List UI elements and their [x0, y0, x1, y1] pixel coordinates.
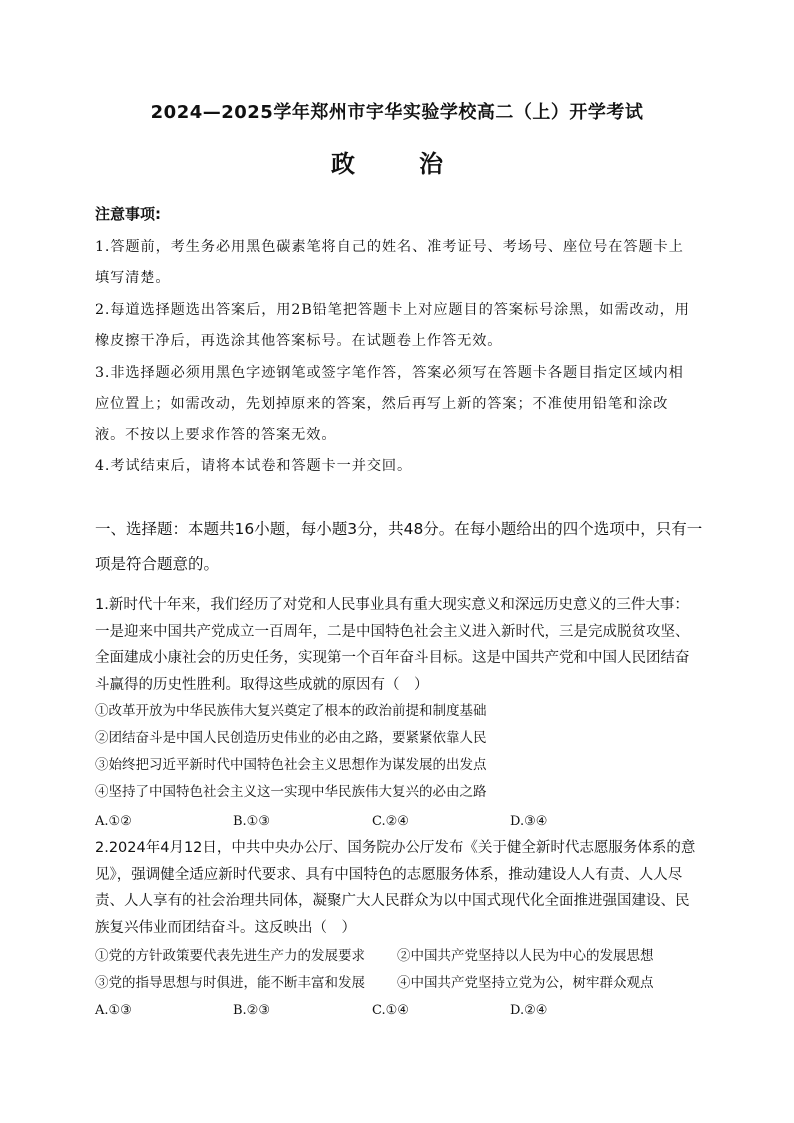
notice-heading: 注意事项: — [95, 205, 161, 223]
answer-choice: A.①③ — [95, 1003, 132, 1018]
notice-item: 4.考试结束后，请将本试卷和答题卡一并交回。 — [95, 458, 413, 474]
answer-choice: D.③④ — [510, 814, 548, 829]
answer-choice: B.①③ — [233, 814, 270, 829]
answer-choice: C.②④ — [372, 814, 409, 829]
answer-choice: B.②③ — [233, 1003, 270, 1018]
question-option: ①改革开放为中华民族伟大复兴奠定了根本的政治前提和制度基础 — [95, 703, 487, 719]
question-stem: 1.新时代十年来，我们经历了对党和人民事业具有重大现实意义和深远历史意义的三件大事：一是迎来中国共产党成立一百周年，二是中国特色社会主义进入新时代，三是完成脱贫攻坚、全面建成小康社会的历史任务，实现第一个百年奋斗目标。这是中国共产党和中国人民团结奋斗赢得的历史性胜利。取得这些成就的原因有（ ） — [95, 597, 690, 693]
answer-choice: A.①② — [95, 814, 132, 829]
question-option: ④中国共产党坚持立党为公，树牢群众观点 — [397, 975, 654, 991]
subject-title: 政 治 — [331, 150, 463, 178]
question-option: ④坚持了中国特色社会主义这一实现中华民族伟大复兴的必由之路 — [95, 784, 487, 800]
notice-item: 3.非选择题必须用黑色字迹钢笔或签字笔作答，答案必须写在答题卡各题目指定区域内相应位置上；如需改动，先划掉原来的答案，然后再写上新的答案；不准使用铅笔和涂改液。不按以上要求作答的答案无效。 — [95, 365, 684, 443]
question-option: ②中国共产党坚持以人民为中心的发展思想 — [397, 948, 654, 964]
notice-item: 2.每道选择题选出答案后，用2B铅笔把答题卡上对应题目的答案标号涂黑，如需改动，用橡皮擦干净后，再选涂其他答案标号。在试题卷上作答无效。 — [95, 302, 690, 349]
section-heading: 一、选择题：本题共16小题，每小题3分，共48分。在每小题给出的四个选项中，只有一项是符合题意的。 — [95, 520, 703, 573]
exam-title: 2024—2025学年郑州市宇华实验学校高二（上）开学考试 — [150, 102, 644, 123]
question-stem: 2.2024年4月12日，中共中央办公厅、国务院办公厅发布《关于健全新时代志愿服务体系的意见》，强调健全适应新时代要求、具有中国特色的志愿服务体系，推动建设人人有责、人人尽责、人人享有的社会治理共同体，凝聚广大人民群众为以中国式现代化全面推进强国建设、民族复兴伟业而团结奋斗。这反映出（ ） — [95, 840, 696, 936]
notice-item: 1.答题前，考生务必用黑色碳素笔将自己的姓名、准考证号、考场号、座位号在答题卡上填写清楚。 — [95, 239, 684, 286]
answer-choice: D.②④ — [510, 1003, 548, 1018]
question-option: ③始终把习近平新时代中国特色社会主义思想作为谋发展的出发点 — [95, 757, 487, 773]
question-option: ②团结奋斗是中国人民创造历史伟业的必由之路，要紧紧依靠人民 — [95, 730, 487, 746]
question-option: ①党的方针政策要代表先进生产力的发展要求 — [95, 948, 365, 964]
question-option: ③党的指导思想与时俱进，能不断丰富和发展 — [95, 975, 365, 991]
answer-choice: C.①④ — [372, 1003, 409, 1018]
